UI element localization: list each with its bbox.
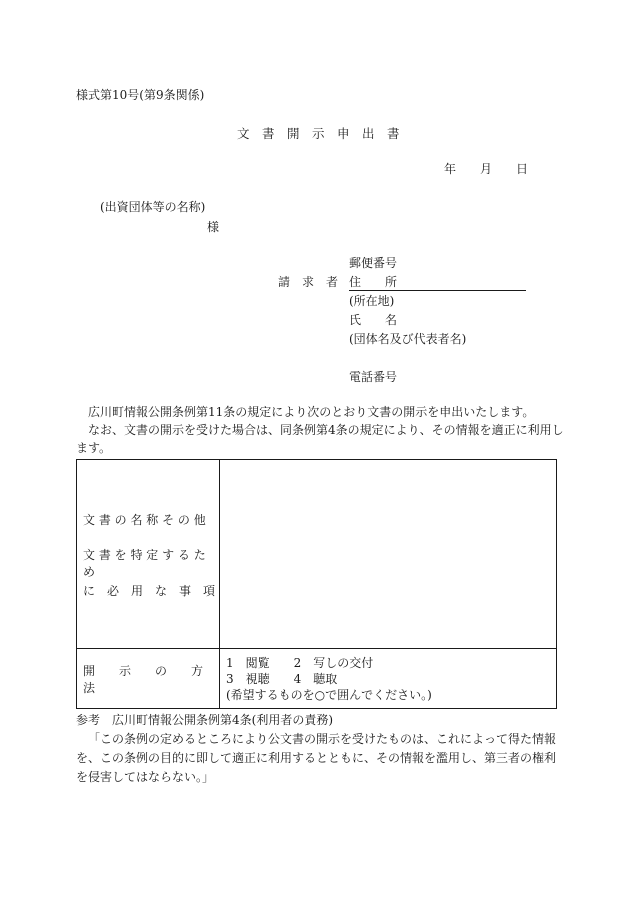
reference-line-1: 「この条例の定めるところにより公文書の開示を受けたものは、これによって得た情報 xyxy=(88,732,557,746)
document-label-a: 文 書 の 名 称 そ の 他 xyxy=(83,513,206,527)
phone-label: 電話番号 xyxy=(349,370,398,384)
document-label-cell xyxy=(77,460,220,649)
method-label-cell xyxy=(77,649,228,709)
table-row-method xyxy=(77,649,557,709)
reference-line-3: を侵害してはならない。」 xyxy=(76,770,215,784)
request-table xyxy=(76,459,557,709)
name-label: 氏 名 xyxy=(349,313,398,327)
body-line-2: なお、文書の開示を受けた場合は、同条例第4条の規定により、その情報を適正に利用し xyxy=(88,423,564,437)
requester-label: 請 求 者 xyxy=(278,275,339,289)
addressee-org: (出資団体等の名称) xyxy=(100,200,206,214)
document-title: 文 書 開 示 申 出 書 xyxy=(237,126,400,141)
document-value-cell[interactable] xyxy=(220,460,557,649)
body-line-3: ます。 xyxy=(76,441,112,455)
location-label: (所在地) xyxy=(349,294,395,308)
address-field[interactable] xyxy=(349,273,526,291)
method-instruction: (希望するものを○で囲んでください。) xyxy=(226,687,432,702)
method-options-1: 1 閲覧 2 写しの交付 xyxy=(226,655,374,670)
form-number: 様式第10号(第9条関係) xyxy=(76,88,205,102)
method-options-2: 3 視聴 4 聴取 xyxy=(226,671,338,686)
method-label: 開 示 の 方 法 xyxy=(83,663,228,695)
date-month: 月 xyxy=(480,162,493,176)
reference-line-2: を、この条例の目的に即して適正に利用するとともに、その情報を濫用し、第三者の権利 xyxy=(76,751,557,765)
date-day: 日 xyxy=(516,162,529,176)
addressee-honorific: 様 xyxy=(207,220,220,234)
method-value-cell[interactable] xyxy=(220,649,557,709)
body-line-1: 広川町情報公開条例第11条の規定により次のとおり文書の開示を申出いたします。 xyxy=(88,405,535,419)
date-year: 年 xyxy=(444,162,457,176)
document-label-c: に 必 用 な 事 項 xyxy=(83,584,216,598)
document-label-b: 文 書 を 特 定 す る た め xyxy=(83,548,206,579)
org-rep-label: (団体名及び代表者名) xyxy=(349,332,467,346)
reference-heading: 参考 広川町情報公開条例第4条(利用者の責務) xyxy=(76,713,333,727)
table-row-document xyxy=(77,460,557,649)
postal-code-label: 郵便番号 xyxy=(349,256,398,270)
address-label: 住 所 xyxy=(349,275,398,289)
